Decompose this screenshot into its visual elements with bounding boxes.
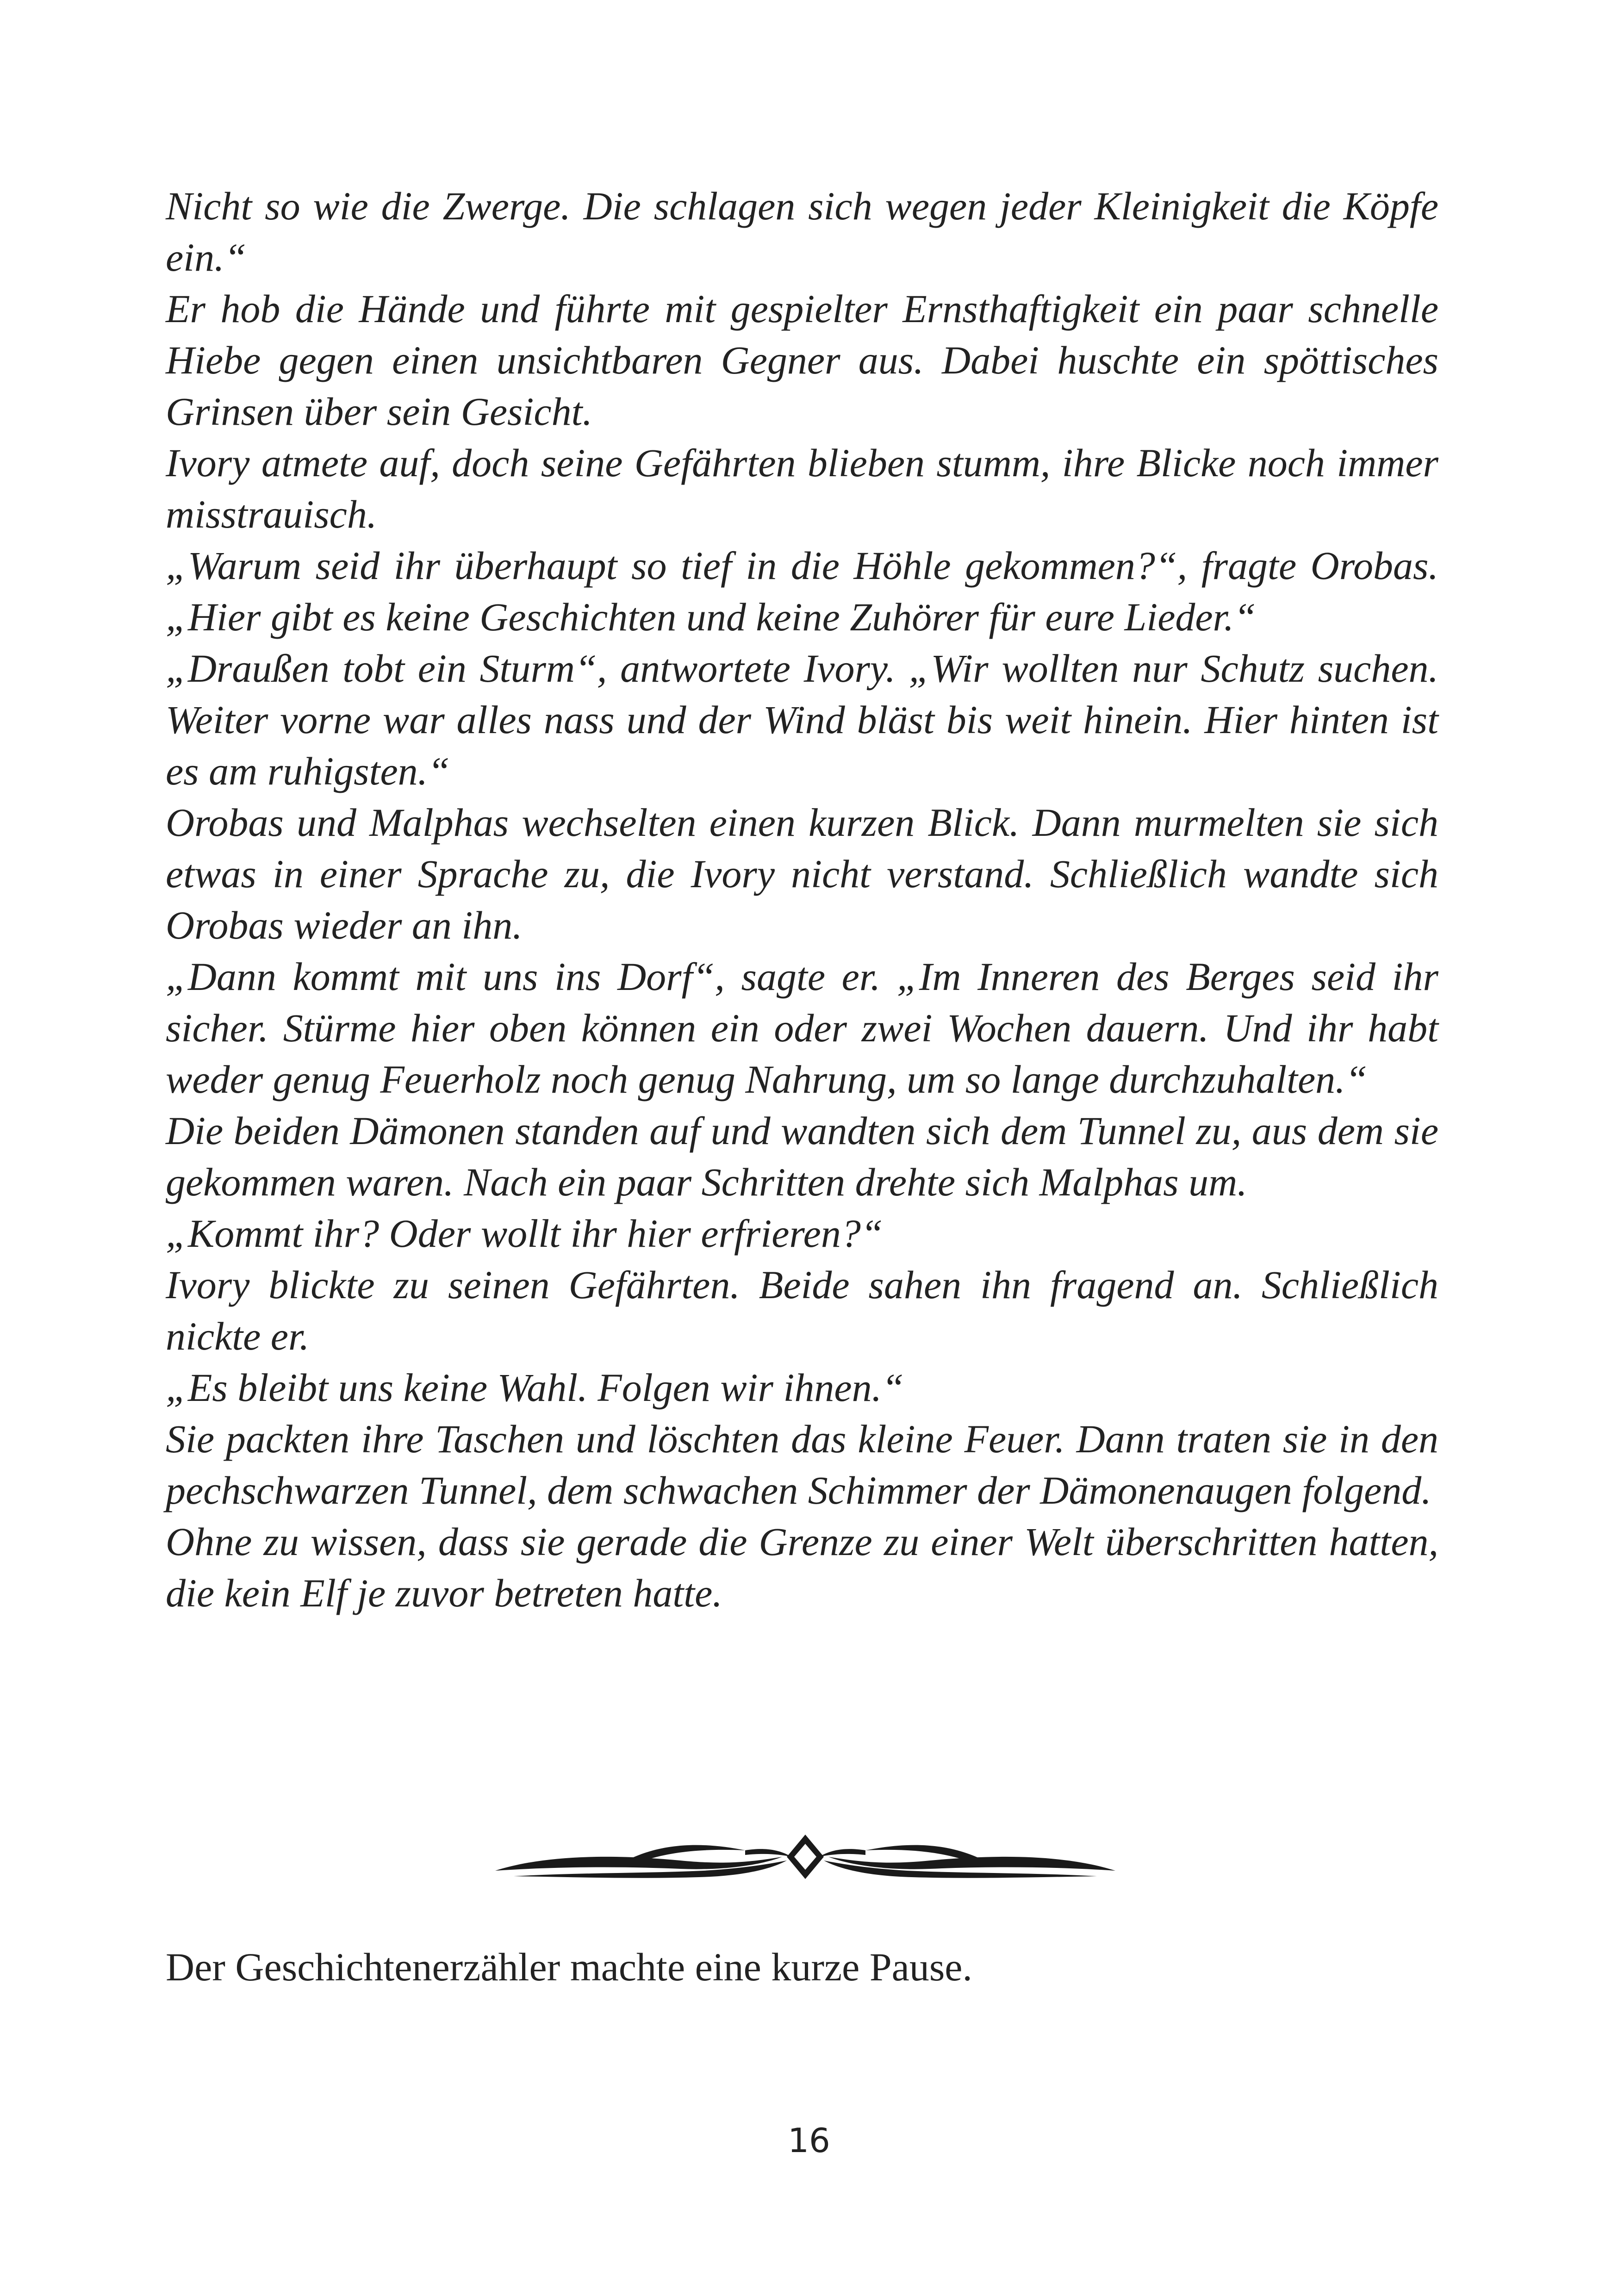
paragraph: „Dann kommt mit uns ins Dorf“, sagte er. „Im Inneren des Berges seid ihr sicher. Stürme hier oben können ein oder zwei Wochen dauern. Und ihr habt weder genug Feuerholz noch genug Nahrung, um so lange durchzuhalten.“ [166,954,1438,1101]
paragraph: Er hob die Hände und führte mit gespielter Ernsthaftigkeit ein paar schnelle Hiebe gegen einen unsichtbaren Gegner aus. Dabei huschte ein spöttisches Grinsen über sein Gesicht. [166,286,1438,434]
paragraph: Ivory blickte zu seinen Gefährten. Beide sahen ihn fragend an. Schließlich nickte er. [166,1263,1438,1358]
paragraph: „Warum seid ihr überhaupt so tief in die Höhle gekommen?“, fragte Orobas. „Hier gibt es keine Geschichten und keine Zuhörer für eure Lieder.“ [166,543,1438,639]
paragraph: „Es bleibt uns keine Wahl. Folgen wir ihnen.“ [166,1365,904,1410]
paragraph: Nicht so wie die Zwerge. Die schlagen sich wegen jeder Kleinigkeit die Köpfe ein.“ [166,184,1438,280]
scroll-divider-ornament-icon [486,1828,1125,1893]
paragraph: „Kommt ihr? Oder wollt ihr hier erfrieren?“ [166,1211,883,1256]
paragraph: Orobas und Malphas wechselten einen kurzen Blick. Dann murmelten sie sich etwas in einer Sprache zu, die Ivory nicht verstand. Schließlich wandte sich Orobas wieder an ihn. [166,800,1438,947]
paragraph: „Draußen tobt ein Sturm“, antwortete Ivory. „Wir wollten nur Schutz suchen. Weiter vorne war alles nass und der Wind bläst bis weit hinein. Hier hinten ist es am ruhigsten.“ [166,646,1438,793]
paragraph: Sie packten ihre Taschen und löschten das kleine Feuer. Dann traten sie in den pechschwarzen Tunnel, dem schwachen Schimmer der Dämonenaugen folgend. [166,1417,1438,1512]
paragraph: Die beiden Dämonen standen auf und wandten sich dem Tunnel zu, aus dem sie gekommen waren. Nach ein paar Schritten drehte sich Malphas um. [166,1108,1438,1204]
story-text [166,180,1438,1619]
closing-line: Der Geschichtenerzähler machte eine kurze Pause. [166,1945,972,1989]
paragraph: Ivory atmete auf, doch seine Gefährten blieben stumm, ihre Blicke noch immer misstrauisch. [166,441,1438,536]
page-number: 16 [788,2121,830,2160]
paragraph: Ohne zu wissen, dass sie gerade die Grenze zu einer Welt überschritten hatten, die kein Elf je zuvor betreten hatte. [166,1519,1438,1615]
